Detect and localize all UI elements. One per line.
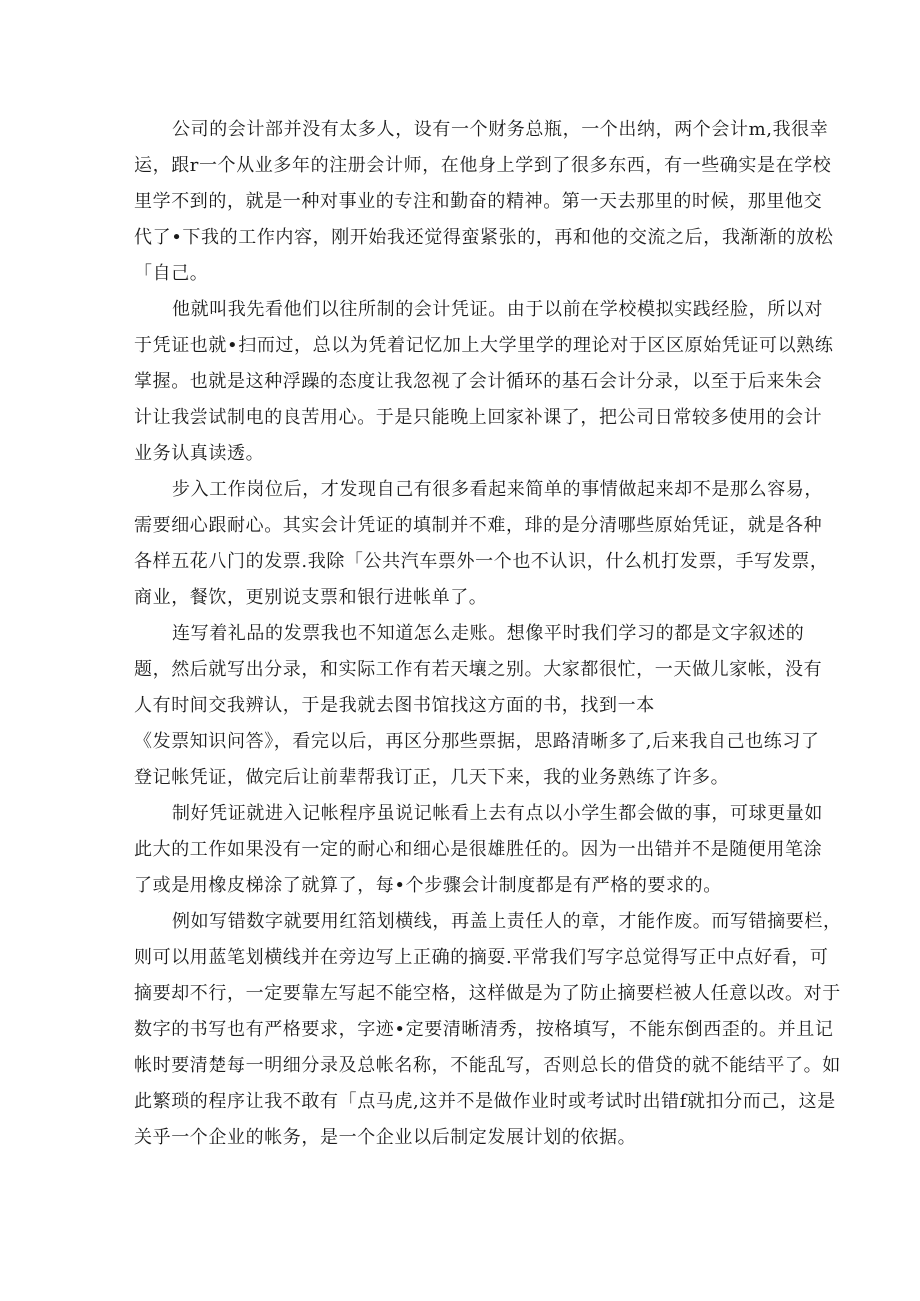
paragraph	[134, 904, 842, 1156]
text-line: 计让我尝试制电的良苦用心。于是只能晚上回家补课了，把公司日常较多使用的会计	[134, 407, 823, 428]
text-line: 公司的会计部并没有太多人，设有一个财务总瓶，一个出纳，两个会计m,我很幸	[172, 119, 829, 140]
text-line: 帐时要清楚每一明细分录及总帐名称，不能乱写，否则总长的借贷的就不能结平了。如	[134, 1055, 841, 1076]
text-line: 代了•下我的工作内容，刚开始我还觉得蛮紧张的，再和他的交流之后，我渐渐的放松	[134, 227, 834, 248]
text-line: 则可以用蓝笔划横线并在旁边写上正确的摘耍.平常我们写字总觉得写正中点好看，可	[134, 947, 829, 968]
text-line: 步入工作岗位后，才发现自己有很多看起来简单的事情做起来却不是那么容易，	[172, 479, 823, 500]
paragraph	[134, 472, 829, 616]
text-line: 例如写错数字就要用红箔划横线，再盖上责任人的章，才能作废。而写错摘要栏，	[172, 911, 842, 932]
text-line: 运，跟r一个从业多年的注册会计师，在他身上学到了很多东西，有一些确实是在学校	[134, 155, 832, 176]
text-line: 连写着礼品的发票我也不知道怎么走账。想像平时我们学习的都是文字叙述的	[172, 623, 805, 644]
text-line: 于凭证也就•扫而过，总以为凭着记忆加上大学里学的理论对于区区原始凭证可以熟练	[134, 335, 834, 356]
text-line: 里学不到的，就是一种对事业的专注和勤奋的精神。第一天去那里的时候，那里他交	[134, 191, 823, 212]
text-line: 此大的工作如果没有一定的耐心和细心是很雄胜任的。因为一出错并不是随便用笔涂	[134, 839, 823, 860]
paragraph	[134, 796, 823, 904]
text-line: 登记帐凭证，做完后让前辈帮我订正，几天下来，我的业务熟练了许多。	[134, 767, 730, 788]
text-line: 掌握。也就是这种浮躁的态度让我忽视了会计循环的基石会计分录，以至于后来朱会	[134, 371, 823, 392]
paragraph	[134, 616, 823, 796]
text-line: 需要细心跟耐心。其实会计凭证的填制并不难，琲的是分清哪些原始凭证，就是各种	[134, 515, 823, 536]
text-line: 他就叫我先看他们以往所制的会计凭证。由于以前在学校模拟实践经脸，所以对	[172, 299, 823, 320]
text-line: 数字的书写也有严格要求，字迹•定要清晰清秀，按格填写，不能东倒西歪的。并且记	[134, 1019, 834, 1040]
text-line: 人有时间交我辨认，于是我就去图书馆找这方面的书，找到一本	[134, 695, 655, 716]
paragraph	[134, 292, 834, 472]
text-line: 此繁琐的程序让我不敢有「点马虎,这并不是做作业时或考试时出错f就扣分而己，这是	[134, 1091, 836, 1112]
text-line: 商业，餐饮，更别说支票和银行进帐单了。	[134, 587, 488, 608]
text-line: 制好凭证就进入记帐程序虽说记帐看上去有点以小学生都会做的事，可球更量如	[172, 803, 823, 824]
text-line: 各样五花八门的发票.我除「公共汽车票外一个也不认识，什么机打发票，手写发票，	[134, 551, 829, 572]
text-line: 摘要却不行，一定要靠左写起不能空格，这样做是为了防止摘要栏被人任意以改。对于	[134, 983, 841, 1004]
text-line: 关乎一个企业的帐务，是一个企业以后制定发展计划的依据。	[134, 1127, 637, 1148]
paragraph	[134, 112, 834, 292]
document-body	[134, 112, 842, 1156]
text-line: 「自己。	[134, 263, 209, 284]
text-line: 《发票知识问答》，看完以后，再区分那些票据，思路清晰多了,后来我自己也练习了	[134, 731, 820, 752]
text-line: 业务认真读透。	[134, 443, 265, 464]
text-line: 了或是用橡皮梯涂了就算了，每•个步骤会计制度都是有严格的要求的。	[134, 875, 722, 896]
text-line: 题，然后就写出分录，和实际工作有若天壤之别。大家都很忙，一天做儿家帐，没有	[134, 659, 823, 680]
